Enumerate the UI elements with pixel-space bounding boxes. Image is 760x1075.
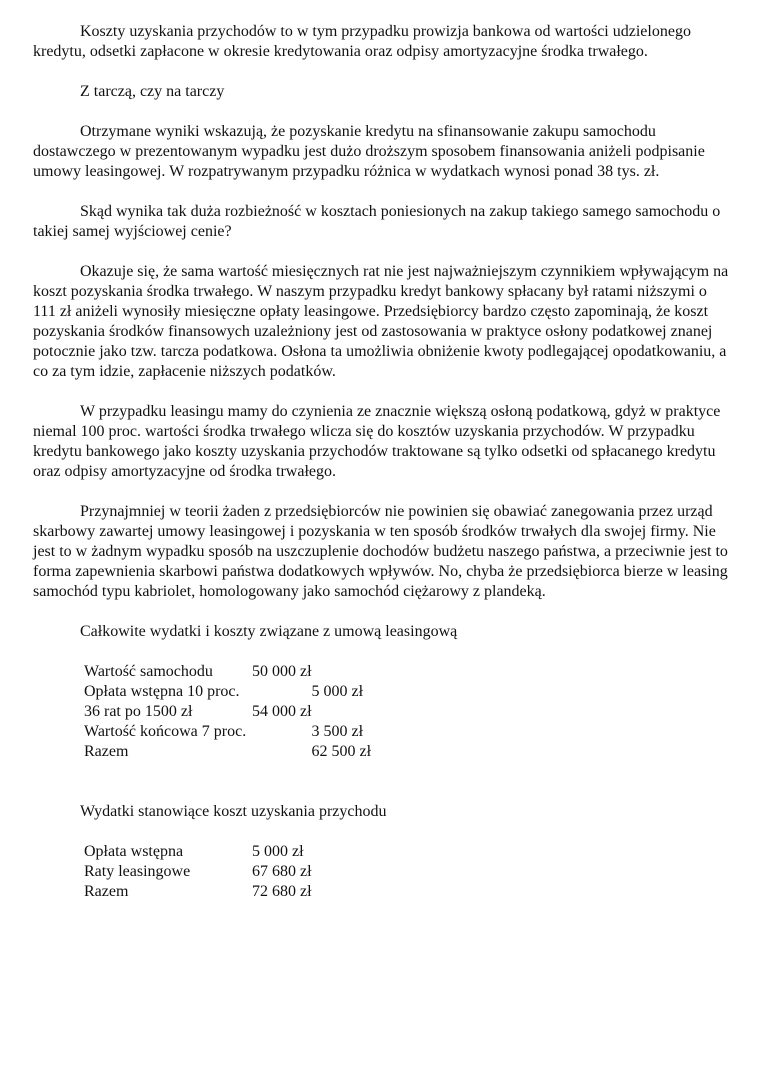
spacer bbox=[33, 602, 733, 622]
document-page bbox=[33, 22, 733, 902]
table-row bbox=[84, 682, 382, 702]
row-value: 5 000 zł bbox=[311, 683, 364, 700]
row-value bbox=[312, 662, 382, 682]
paragraph-tax-office: Przynajmniej w teorii żaden z przedsiębiorców nie powinien się obawiać zanegowania przez urząd skarbowy zawartej umowy leasingowej i pozyskania w ten sposób środków trwałych dla swojej firmy. Nie jest to w żadnym wypadku sposób na uszczuplenie dochodów budżetu naszego państwa, a przeciwnie jest to forma zapewnienia skarbowi państwa dodatkowych wpływów. No, chyba że przedsiębiorca bierze w leasing samochód typu kabriolet, homologowany jako samochód ciężarowy z plandeką. bbox=[33, 503, 728, 600]
table-row bbox=[84, 722, 382, 742]
paragraph-question: Skąd wynika tak duża rozbieżność w kosztach poniesionych na zakup takiego samego samochodu o takiej samej wyjściowej cenie? bbox=[33, 203, 721, 240]
spacer bbox=[33, 782, 733, 802]
row-label: Raty leasingowe bbox=[84, 863, 191, 880]
spacer bbox=[33, 102, 733, 122]
table1-title: Całkowite wydatki i koszty związane z umową leasingową bbox=[80, 623, 458, 640]
spacer bbox=[33, 182, 733, 202]
row-value bbox=[312, 702, 382, 722]
table-row bbox=[84, 882, 312, 902]
spacer bbox=[33, 482, 733, 502]
table-row bbox=[84, 862, 312, 882]
expense-costs-table bbox=[84, 842, 312, 902]
leasing-costs-table bbox=[84, 662, 382, 762]
table-row bbox=[84, 742, 382, 762]
paragraph-results: Otrzymane wyniki wskazują, że pozyskanie kredytu na sfinansowanie zakupu samochodu dostawczego w prezentowanym wypadku jest dużo droższym sposobem finansowania aniżeli podpisanie umowy leasingowej. W rozpatrywanym przypadku różnica w wydatkach wynosi ponad 38 tys. zł. bbox=[33, 123, 705, 180]
row-value: 3 500 zł bbox=[311, 723, 364, 740]
row-label: Razem bbox=[84, 883, 129, 900]
row-label: Opłata wstępna bbox=[84, 843, 184, 860]
row-value: 72 680 zł bbox=[252, 883, 312, 900]
paragraph-leasing: W przypadku leasingu mamy do czynienia ze znacznie większą osłoną podatkową, gdyż w praktyce niemal 100 proc. wartości środka trwałego wlicza się do kosztów uzyskania przychodów. W przypadku kredytu bankowego jako koszty uzyskania przychodów traktowane są tylko odsetki od spłacanego kredytu oraz odpisy amortyzacyjne od środka trwałego. bbox=[33, 403, 721, 480]
table-row bbox=[84, 842, 312, 862]
row-label: Wartość samochodu bbox=[84, 663, 213, 680]
section-subheading: Z tarczą, czy na tarczy bbox=[80, 83, 225, 100]
row-value bbox=[252, 722, 312, 742]
row-value: 62 500 zł bbox=[311, 743, 372, 760]
table2-title: Wydatki stanowiące koszt uzyskania przychodu bbox=[80, 803, 387, 820]
table-row bbox=[84, 662, 382, 682]
spacer bbox=[33, 62, 733, 82]
spacer bbox=[33, 822, 733, 842]
row-value: 50 000 zł bbox=[252, 663, 312, 680]
table-row bbox=[84, 702, 382, 722]
row-value: 5 000 zł bbox=[252, 843, 304, 860]
row-label: Razem bbox=[84, 743, 129, 760]
spacer bbox=[33, 762, 733, 782]
spacer bbox=[33, 242, 733, 262]
paragraph-tax-shield: Okazuje się, że sama wartość miesięcznych rat nie jest najważniejszym czynnikiem wpływającym na koszt pozyskania środka trwałego. W naszym przypadku kredyt bankowy spłacany był ratami niższymi o 111 zł aniżeli wynosiły miesięczne opłaty leasingowe. Przedsiębiorcy bardzo często zapominają, że koszt pozyskania środków finansowych uzależniony jest od zastosowania w praktyce osłony podatkowej znanej potocznie jako tzw. tarcza podatkowa. Osłona ta umożliwia obniżenie kwoty podlegającej opodatkowaniu, a co za tym idzie, zapłacenie niższych podatków. bbox=[33, 263, 729, 380]
row-value: 67 680 zł bbox=[252, 863, 312, 880]
row-label: Opłata wstępna 10 proc. bbox=[84, 683, 240, 700]
spacer bbox=[33, 642, 733, 662]
row-value: 54 000 zł bbox=[252, 703, 312, 720]
spacer bbox=[33, 382, 733, 402]
row-label: 36 rat po 1500 zł bbox=[84, 703, 193, 720]
row-value bbox=[252, 682, 312, 702]
row-value bbox=[252, 742, 312, 762]
paragraph-costs: Koszty uzyskania przychodów to w tym przypadku prowizja bankowa od wartości udzielonego kredytu, odsetki zapłacone w okresie kredytowania oraz odpisy amortyzacyjne środka trwałego. bbox=[33, 23, 691, 60]
row-label: Wartość końcowa 7 proc. bbox=[84, 723, 247, 740]
